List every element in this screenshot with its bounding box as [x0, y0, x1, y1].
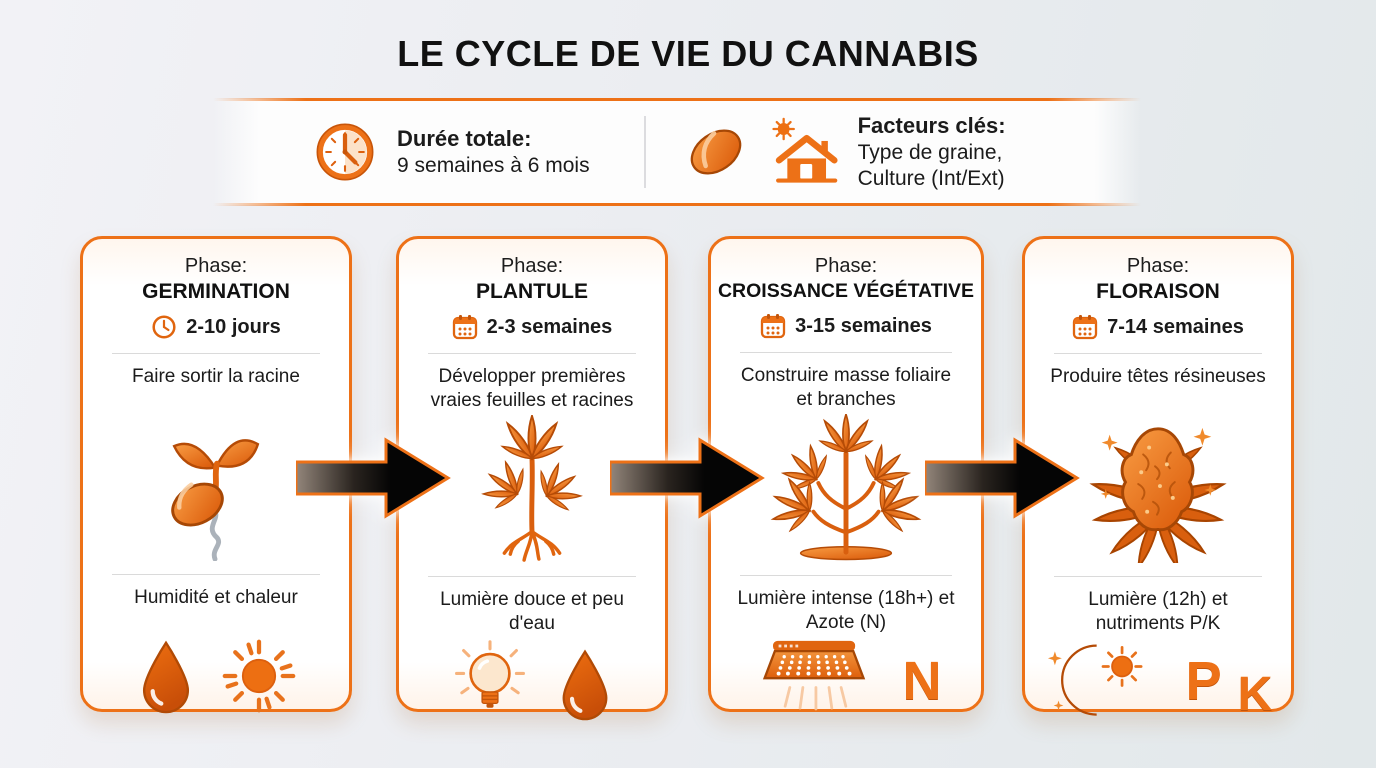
phase-name: FLORAISON: [1096, 280, 1220, 303]
phase-name: PLANTULE: [476, 280, 588, 303]
card-divider: [740, 575, 952, 576]
seedling-icon: [466, 415, 598, 563]
card-divider: [428, 576, 636, 577]
phase-label: Phase:: [1126, 255, 1190, 277]
goal-text: Développer premières vraies feuilles et racines: [430, 366, 634, 412]
calendar-icon: [760, 313, 786, 339]
factors-label: Facteurs clés:: [857, 113, 1006, 138]
grow-light-icon: [751, 639, 879, 723]
condition-text: Lumière douce et peu d'eau: [440, 589, 624, 635]
water-drop-icon: [135, 638, 197, 714]
flow-arrow: [610, 432, 766, 524]
info-band: [213, 99, 1141, 205]
card-divider: [1054, 353, 1262, 354]
vegetative-plant-icon: [770, 414, 922, 562]
duration-text: 2-3 semaines: [486, 315, 613, 338]
duration-row: [151, 314, 280, 340]
goal-text: Produire têtes résineuses: [1050, 366, 1266, 387]
factors-line1: Type de graine,: [857, 140, 1003, 164]
phase-label: Phase:: [814, 255, 878, 277]
card-divider: [1054, 576, 1262, 577]
band-divider: [644, 116, 646, 188]
condition-icons: [751, 639, 942, 723]
calendar-icon: [1072, 314, 1098, 340]
clock-icon: [151, 314, 177, 340]
sprout-seed-icon: [152, 415, 280, 561]
potassium-letter: K: [1237, 668, 1273, 721]
duration-text: 7-14 semaines: [1107, 315, 1244, 338]
sun-icon: [221, 638, 297, 714]
clock-icon: [313, 120, 377, 184]
duration-text: 2-10 jours: [186, 315, 281, 338]
goal-text: Construire masse foliaire et branches: [740, 365, 952, 411]
moon-sun-icon: [1044, 640, 1162, 722]
flow-arrow: [925, 432, 1081, 524]
condition-text: Lumière (12h) et nutriments P/K: [1088, 589, 1228, 635]
card-divider: [112, 574, 320, 575]
phosphorus-letter: P: [1185, 651, 1222, 711]
total-duration-group: [313, 120, 590, 184]
condition-text: Humidité et chaleur: [134, 587, 298, 608]
phase-name: CROISSANCE VÉGÉTATIVE: [717, 280, 975, 302]
condition-icons: [135, 638, 297, 714]
seed-icon: [684, 120, 748, 184]
goal-text: Faire sortir la racine: [132, 366, 300, 387]
water-drop-icon: [555, 647, 615, 721]
condition-text: Lumière intense (18h+) et Azote (N): [737, 588, 955, 634]
duration-label: Durée totale:: [397, 126, 532, 152]
phase-label: Phase:: [184, 255, 248, 277]
flow-arrow: [296, 432, 452, 524]
duration-row: [1072, 314, 1244, 340]
duration-row: [452, 314, 613, 340]
condition-icons: [449, 640, 615, 728]
key-factors-group: [684, 112, 1006, 192]
duration-value: 9 semaines à 6 mois: [397, 153, 590, 177]
light-bulb-icon: [449, 640, 531, 728]
duration-text: 3-15 semaines: [795, 314, 932, 337]
duration-row: [760, 313, 932, 339]
resin-bud-icon: [1084, 415, 1232, 563]
phase-name: GERMINATION: [142, 280, 290, 303]
nitrogen-letter: N: [902, 651, 942, 711]
factors-line2: Culture (Int/Ext): [857, 166, 1005, 190]
condition-icons: [1044, 640, 1273, 722]
page-title: LE CYCLE DE VIE DU CANNABIS: [397, 33, 979, 74]
phase-label: Phase:: [500, 255, 564, 277]
card-divider: [112, 353, 320, 354]
card-divider: [740, 352, 952, 353]
sun-house-icon: [768, 117, 838, 187]
card-divider: [428, 353, 636, 354]
calendar-icon: [452, 314, 478, 340]
